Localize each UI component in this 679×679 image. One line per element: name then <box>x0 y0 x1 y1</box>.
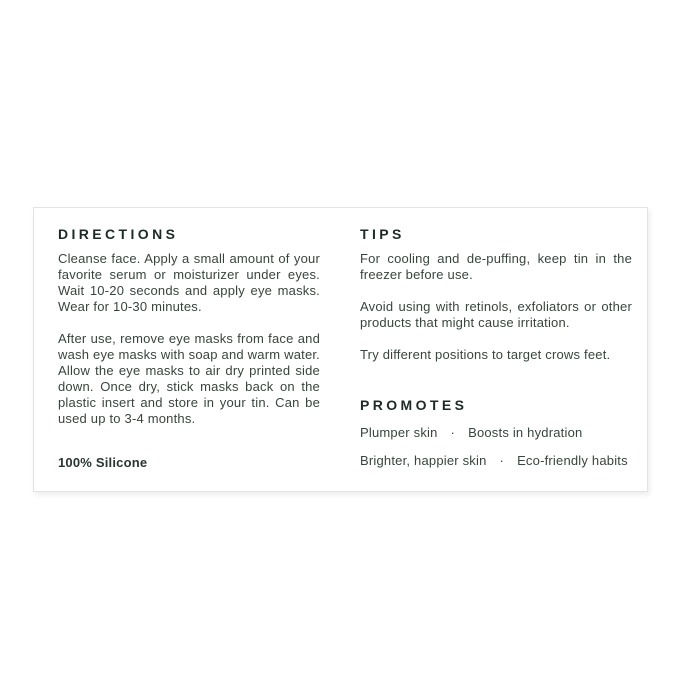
promotes-item: Eco-friendly habits <box>517 453 628 468</box>
dot-separator-icon: · <box>499 453 505 468</box>
tips-heading: TIPS <box>360 226 405 242</box>
directions-paragraph-2: After use, remove eye masks from face and wash eye masks with soap and warm water. Allow the eye masks to air dry printed side down. Once dry, stick masks back on the plastic insert and store in your tin. Can be used up to 3-4 months. <box>58 331 320 426</box>
promotes-line-1 <box>360 425 632 441</box>
promotes-line-2 <box>360 453 632 469</box>
directions-column <box>58 226 320 491</box>
dot-separator-icon: · <box>450 425 456 440</box>
tips-column <box>360 226 632 491</box>
promotes-item: Brighter, happier skin <box>360 453 487 468</box>
promotes-heading: PROMOTES <box>360 397 468 413</box>
promotes-item: Plumper skin <box>360 425 438 440</box>
directions-heading: DIRECTIONS <box>58 226 179 242</box>
product-label-card <box>33 207 648 492</box>
tips-paragraph-3: Try different positions to target crows feet. <box>360 347 611 362</box>
tips-paragraph-1: For cooling and de-puffing, keep tin in the freezer before use. <box>360 251 632 282</box>
tips-paragraph-2: Avoid using with retinols, exfoliators or other products that might cause irritation. <box>360 299 632 330</box>
promotes-item: Boosts in hydration <box>468 425 583 440</box>
directions-paragraph-1: Cleanse face. Apply a small amount of your favorite serum or moisturizer under eyes. Wait 10-20 seconds and apply eye masks. Wear for 10-30 minutes. <box>58 251 320 314</box>
material-text: 100% Silicone <box>58 455 148 470</box>
